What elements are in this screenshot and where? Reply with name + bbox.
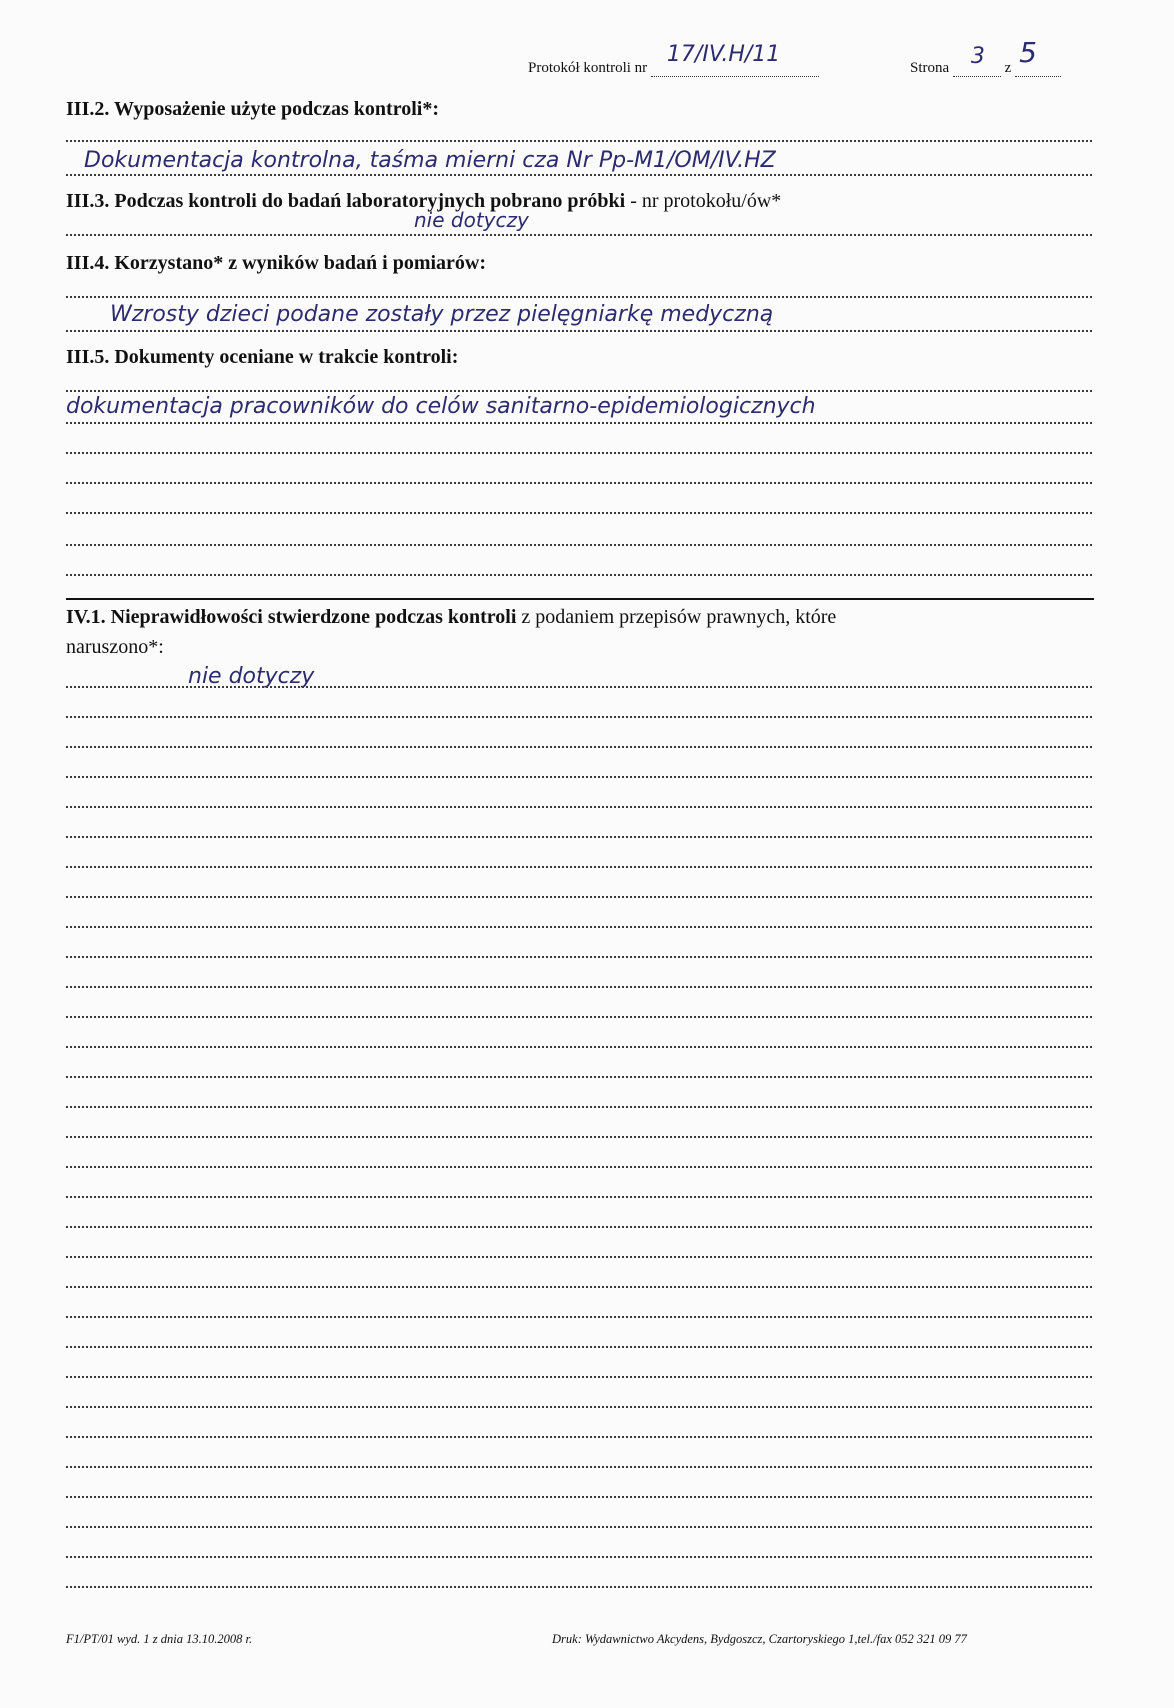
dotted-line[interactable] [66, 1016, 1092, 1018]
dotted-line[interactable] [66, 482, 1092, 484]
dotted-line[interactable] [66, 1136, 1092, 1138]
section-3-3-title-bold: III.3. Podczas kontroli do badań laboratoryjnych pobrano próbki [66, 190, 626, 212]
dotted-line[interactable] [66, 1046, 1092, 1048]
section-4-1-title-bold: IV.1. Nieprawidłowości stwierdzone podczas kontroli [66, 606, 517, 628]
page-total-value: 5 [1019, 36, 1037, 69]
dotted-line[interactable] [66, 896, 1092, 898]
dotted-line[interactable] [66, 836, 1092, 838]
protocol-number-label [528, 42, 819, 77]
dotted-line[interactable] [66, 686, 1092, 688]
dotted-line[interactable] [66, 716, 1092, 718]
dotted-line[interactable] [66, 986, 1092, 988]
dotted-line[interactable] [66, 806, 1092, 808]
dotted-line[interactable] [66, 776, 1092, 778]
page-label: Strona [910, 60, 950, 76]
dotted-line[interactable] [66, 452, 1092, 454]
dotted-line[interactable] [66, 1076, 1092, 1078]
equipment-handwritten: Dokumentacja kontrolna, taśma mierni cza Nr Pp-M1/OM/IV.HZ [84, 148, 776, 173]
dotted-line[interactable] [66, 1376, 1092, 1378]
section-3-3-title-suffix: - nr protokołu/ów* [630, 190, 782, 212]
section-4-1-title-line2: naruszono*: [66, 636, 164, 658]
dotted-line[interactable] [66, 330, 1092, 332]
section-4-1-title [66, 606, 836, 629]
dotted-line[interactable] [66, 422, 1092, 424]
dotted-line[interactable] [66, 1106, 1092, 1108]
protocol-number-value: 17/IV.H/11 [666, 42, 781, 67]
dotted-line[interactable] [66, 1256, 1092, 1258]
protocol-label-text: Protokół kontroli nr [528, 60, 648, 76]
dotted-line[interactable] [66, 512, 1092, 514]
dotted-line[interactable] [66, 1196, 1092, 1198]
dotted-line[interactable] [66, 1556, 1092, 1558]
section-divider [66, 598, 1094, 600]
page-total-field[interactable] [1015, 36, 1061, 77]
dotted-line[interactable] [66, 956, 1092, 958]
dotted-line[interactable] [66, 574, 1092, 576]
dotted-line[interactable] [66, 1406, 1092, 1408]
samples-handwritten: nie dotyczy [414, 208, 529, 232]
protocol-number-field[interactable] [651, 42, 819, 77]
results-handwritten: Wzrosty dzieci podane zostały przez pielęgniarkę medyczną [110, 302, 774, 327]
section-3-5-title: III.5. Dokumenty oceniane w trakcie kontroli: [66, 346, 459, 368]
dotted-line[interactable] [66, 234, 1092, 236]
violations-handwritten: nie dotyczy [188, 664, 315, 689]
page-current-field[interactable] [953, 44, 1001, 77]
page-of-label: z [1004, 60, 1012, 76]
dotted-line[interactable] [66, 1466, 1092, 1468]
dotted-line [66, 296, 1092, 298]
dotted-line[interactable] [66, 1436, 1092, 1438]
dotted-line[interactable] [66, 1226, 1092, 1228]
section-4-1-title-rest: z podaniem przepisów prawnych, które [521, 606, 837, 628]
page-current-value: 3 [970, 44, 985, 69]
dotted-line[interactable] [66, 1346, 1092, 1348]
dotted-line[interactable] [66, 174, 1092, 176]
dotted-line[interactable] [66, 1496, 1092, 1498]
footer-printer: Druk: Wydawnictwo Akcydens, Bydgoszcz, Czartoryskiego 1,tel./fax 052 321 09 77 [552, 1632, 967, 1646]
dotted-line[interactable] [66, 1166, 1092, 1168]
dotted-line[interactable] [66, 866, 1092, 868]
dotted-line[interactable] [66, 926, 1092, 928]
dotted-line [66, 140, 1092, 142]
footer-form-id: F1/PT/01 wyd. 1 z dnia 13.10.2008 r. [66, 1632, 253, 1646]
dotted-line[interactable] [66, 1586, 1092, 1588]
dotted-line[interactable] [66, 1286, 1092, 1288]
dotted-line[interactable] [66, 1316, 1092, 1318]
dotted-line[interactable] [66, 544, 1092, 546]
page-counter [910, 36, 1061, 77]
dotted-line [66, 390, 1092, 392]
documents-handwritten: dokumentacja pracowników do celów sanitarno-epidemiologicznych [66, 394, 816, 419]
section-3-2-title: III.2. Wyposażenie użyte podczas kontroli*: [66, 98, 439, 120]
section-3-4-title: III.4. Korzystano* z wyników badań i pomiarów: [66, 252, 487, 274]
dotted-line[interactable] [66, 1526, 1092, 1528]
dotted-line[interactable] [66, 746, 1092, 748]
